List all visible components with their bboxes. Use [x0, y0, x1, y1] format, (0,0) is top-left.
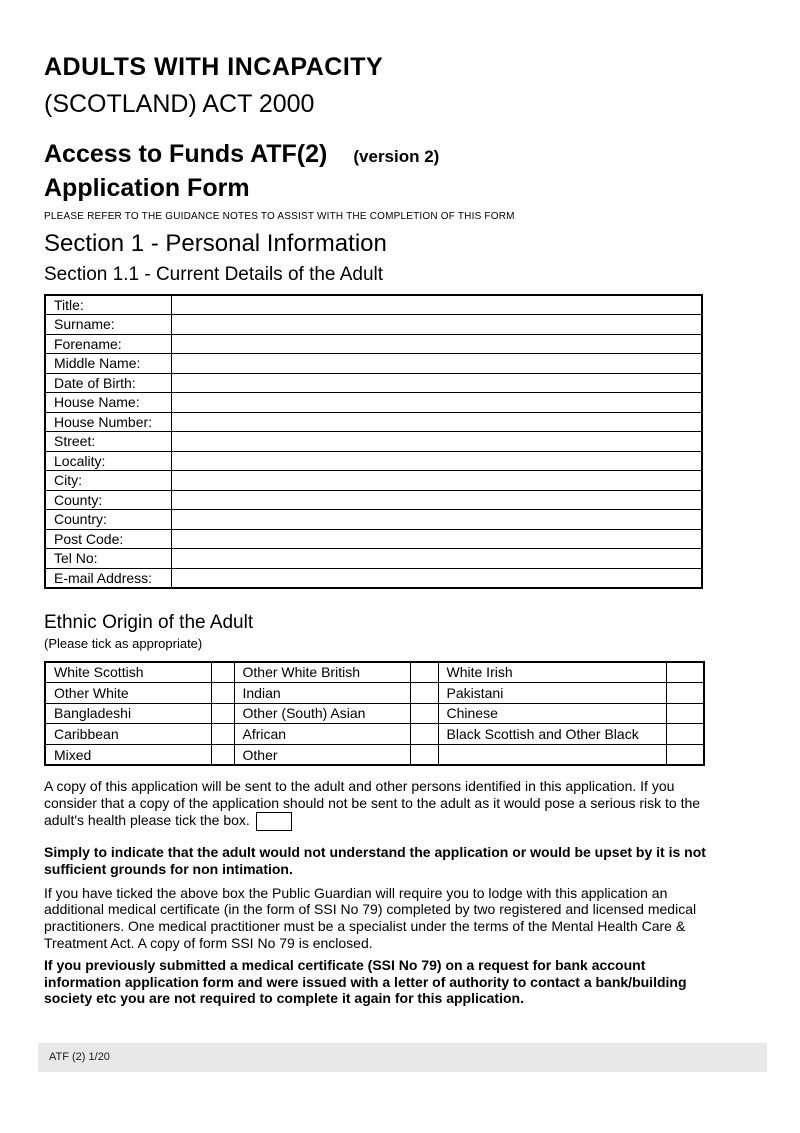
field-label-forename: Forename:	[45, 334, 171, 354]
non-intimation-checkbox[interactable]	[256, 812, 292, 831]
field-label-post-code: Post Code:	[45, 529, 171, 549]
ethnic-label-other-south-asian: Other (South) Asian	[234, 703, 410, 724]
field-row	[45, 471, 702, 491]
ethnic-label-black-scottish-other-black: Black Scottish and Other Black	[438, 724, 666, 745]
section-1-heading: Section 1 - Personal Information	[44, 230, 387, 257]
field-input-country[interactable]	[171, 510, 702, 530]
bold-warning-paragraph: Simply to indicate that the adult would not understand the application or would be upset by it is not sufficient grounds for non intimation.	[44, 844, 706, 877]
field-input-tel-no[interactable]	[171, 549, 702, 569]
tick-white-scottish[interactable]	[211, 662, 234, 683]
ethnic-label-bangladeshi: Bangladeshi	[45, 703, 211, 724]
field-label-locality: Locality:	[45, 451, 171, 471]
field-row	[45, 490, 702, 510]
field-label-county: County:	[45, 490, 171, 510]
field-input-house-number[interactable]	[171, 412, 702, 432]
field-input-locality[interactable]	[171, 451, 702, 471]
field-input-county[interactable]	[171, 490, 702, 510]
field-label-house-number: House Number:	[45, 412, 171, 432]
field-row	[45, 315, 702, 335]
field-row	[45, 354, 702, 374]
guidance-note: PLEASE REFER TO THE GUIDANCE NOTES TO ASSIST WITH THE COMPLETION OF THIS FORM	[44, 211, 515, 222]
form-version: (version 2)	[353, 147, 440, 166]
field-label-country: Country:	[45, 510, 171, 530]
form-title-line	[44, 142, 724, 167]
tick-other-white[interactable]	[211, 682, 234, 703]
ethnic-origin-table	[44, 661, 705, 767]
tick-chinese[interactable]	[666, 703, 704, 724]
field-label-tel-no: Tel No:	[45, 549, 171, 569]
ethnic-label-pakistani: Pakistani	[438, 682, 666, 703]
intimation-text: A copy of this application will be sent to the adult and other persons identified in this application. If you consider that a copy of the application should not be sent to the adult as it would pose a serious risk to the adult's health please tick the box.	[44, 778, 701, 829]
field-input-surname[interactable]	[171, 315, 702, 335]
tick-blank[interactable]	[666, 745, 704, 766]
field-label-city: City:	[45, 471, 171, 491]
field-row	[45, 334, 702, 354]
field-row	[45, 510, 702, 530]
field-row	[45, 451, 702, 471]
ethnic-label-other-white: Other White	[45, 682, 211, 703]
field-row	[45, 549, 702, 569]
field-input-city[interactable]	[171, 471, 702, 491]
ethnic-label-mixed: Mixed	[45, 745, 211, 766]
form-subtitle: Application Form	[44, 174, 250, 202]
ethnic-origin-instruction: (Please tick as appropriate)	[44, 635, 203, 651]
ethnic-origin-heading: Ethnic Origin of the Adult	[44, 611, 254, 633]
field-label-email-address: E-mail Address:	[45, 568, 171, 588]
field-row	[45, 529, 702, 549]
field-label-house-name: House Name:	[45, 393, 171, 413]
act-subtitle: (SCOTLAND) ACT 2000	[44, 90, 315, 118]
tick-other-south-asian[interactable]	[410, 703, 438, 724]
ethnic-row	[45, 745, 704, 766]
act-title: ADULTS WITH INCAPACITY	[44, 53, 384, 81]
ethnic-row	[45, 724, 704, 745]
tick-african[interactable]	[410, 724, 438, 745]
field-label-date-of-birth: Date of Birth:	[45, 373, 171, 393]
form-title: Access to Funds ATF(2)	[44, 140, 328, 168]
tick-black-scottish-other-black[interactable]	[666, 724, 704, 745]
tick-bangladeshi[interactable]	[211, 703, 234, 724]
tick-pakistani[interactable]	[666, 682, 704, 703]
field-input-street[interactable]	[171, 432, 702, 452]
field-input-house-name[interactable]	[171, 393, 702, 413]
tick-other-white-british[interactable]	[410, 662, 438, 683]
ethnic-label-indian: Indian	[234, 682, 410, 703]
field-input-middle-name[interactable]	[171, 354, 702, 374]
field-input-date-of-birth[interactable]	[171, 373, 702, 393]
field-label-street: Street:	[45, 432, 171, 452]
previous-certificate-paragraph: If you previously submitted a medical certificate (SSI No 79) on a request for bank account information application form and were issued with a letter of authority to contact a bank/building society etc you are not required to complete it again for this application.	[44, 956, 687, 1007]
ethnic-label-african: African	[234, 724, 410, 745]
field-input-post-code[interactable]	[171, 529, 702, 549]
section-1-1-heading: Section 1.1 - Current Details of the Adult	[44, 264, 384, 285]
field-row	[45, 568, 702, 588]
tick-white-irish[interactable]	[666, 662, 704, 683]
ethnic-label-chinese: Chinese	[438, 703, 666, 724]
field-row	[45, 373, 702, 393]
medical-certificate-paragraph: If you have ticked the above box the Public Guardian will require you to lodge with this application an additional medical certificate (in the form of SSI No 79) completed by two registered and licensed medical practitioners. One medical practitioner must be a specialist under the terms of the Mental Health Care & Treatment Act. A copy of form SSI No 79 is enclosed.	[44, 884, 697, 952]
ethnic-row	[45, 682, 704, 703]
field-input-title[interactable]	[171, 295, 702, 315]
field-row	[45, 432, 702, 452]
field-label-title: Title:	[45, 295, 171, 315]
field-row	[45, 295, 702, 315]
field-input-forename[interactable]	[171, 334, 702, 354]
ethnic-row	[45, 703, 704, 724]
page-number-label: ATF (2) 1/20	[49, 1051, 110, 1063]
field-label-surname: Surname:	[45, 315, 171, 335]
ethnic-label-white-irish: White Irish	[438, 662, 666, 683]
ethnic-label-white-scottish: White Scottish	[45, 662, 211, 683]
field-row	[45, 393, 702, 413]
page-footer	[38, 1043, 767, 1072]
intimation-paragraph	[44, 778, 724, 831]
ethnic-label-other: Other	[234, 745, 410, 766]
ethnic-row	[45, 662, 704, 683]
field-row	[45, 412, 702, 432]
ethnic-label-other-white-british: Other White British	[234, 662, 410, 683]
tick-mixed[interactable]	[211, 745, 234, 766]
ethnic-label-blank	[438, 745, 666, 766]
field-label-middle-name: Middle Name:	[45, 354, 171, 374]
tick-other[interactable]	[410, 745, 438, 766]
tick-indian[interactable]	[410, 682, 438, 703]
field-input-email-address[interactable]	[171, 568, 702, 588]
personal-details-table	[44, 294, 703, 589]
tick-caribbean[interactable]	[211, 724, 234, 745]
ethnic-label-caribbean: Caribbean	[45, 724, 211, 745]
